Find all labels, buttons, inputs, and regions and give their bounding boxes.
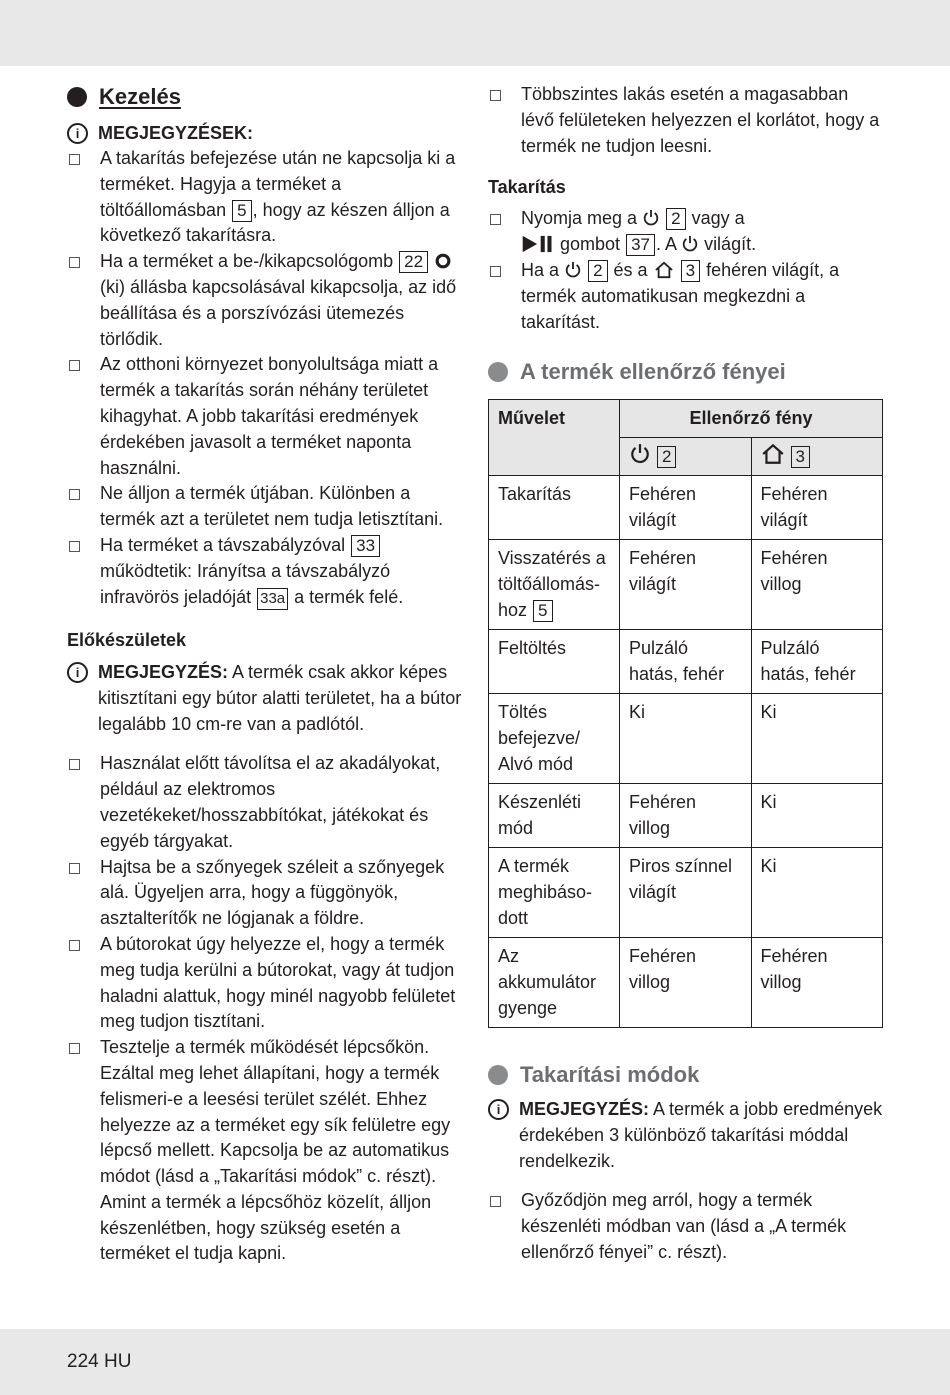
heading-elokeszuletek: Előkészületek <box>67 630 187 651</box>
ref-box: 33 <box>351 535 380 557</box>
info-icon: i <box>488 1099 509 1120</box>
list-item: Hajtsa be a szőnyegek széleit a szőnyegek alá. Ügyeljen arra, hogy a függönyök, asztalterítők ne lógjanak a földre. <box>67 855 462 932</box>
play-pause-icon <box>521 235 555 253</box>
list-item: Ha a terméket a be-/kikapcsológomb 22 (ki) állásba kapcsolásával kikapcsolja, az idő beállítása és a porszívózási ütemezés törlődik. <box>67 249 462 352</box>
page-number: 224 HU <box>67 1351 132 1372</box>
heading-takaritasi-modok: Takarítási módok <box>488 1062 883 1088</box>
bullet-dot-icon <box>488 362 508 382</box>
table-subheader-home <box>751 438 883 476</box>
table-subheader-power <box>620 438 752 476</box>
table-row: Töltés befejezve/ Alvó mód Ki Ki <box>489 694 883 784</box>
note-block <box>67 120 462 146</box>
heading-kezeles: Kezelés <box>67 84 462 110</box>
list-item: A takarítás befejezése után ne kapcsolja ki a terméket. Hagyja a terméket a töltőállomásban 5 , hogy az készen álljon a következő takarításra. <box>67 146 462 249</box>
note-label: MEGJEGYZÉS: <box>98 662 229 683</box>
info-icon: i <box>67 123 88 144</box>
list-item: Használat előtt távolítsa el az akadályokat, például az elektromos vezetékeket/hosszabbítókat, játékokat és egyéb tárgyakat. <box>67 751 462 854</box>
left-column <box>67 82 462 1267</box>
info-icon: i <box>67 662 88 683</box>
bullet-dot-icon <box>488 1065 508 1085</box>
off-circle-icon <box>434 252 452 270</box>
note-label: MEGJEGYZÉS: <box>519 1099 650 1120</box>
list-item: Ha terméket a távszabályzóval 33 működtetik: Irányítsa a távszabályzó infravörös jeladóját 33a a termék felé. <box>67 533 462 610</box>
table-row: A termék meghibáso-dott Piros színnel világít Ki <box>489 848 883 938</box>
ref-box: 2 <box>657 446 676 468</box>
right-column <box>488 82 883 1266</box>
power-icon <box>564 261 582 279</box>
ref-box: 5 <box>232 200 251 222</box>
list-item: Nyomja meg a 2 vagy a gombot 37 . A világít. <box>488 206 883 258</box>
prep-list <box>67 751 462 1267</box>
ref-box: 37 <box>626 234 655 256</box>
list-item: Ha a 2 és a 3 fehéren világít, a termék automatikusan megkezdni a takarítást. <box>488 258 883 335</box>
power-icon <box>681 235 699 253</box>
power-icon <box>629 443 651 465</box>
heading-ellenorzo-fenyei: A termék ellenőrző fényei <box>488 359 883 385</box>
list-item: Többszintes lakás esetén a magasabban lévő felületeken helyezzen el korlátot, hogy a termék ne tudjon leesni. <box>488 82 883 159</box>
table-row: Takarítás Fehéren világít Fehéren világít <box>489 476 883 540</box>
list-item: Tesztelje a termék működését lépcsőkön. Ezáltal meg lehet állapítani, hogy a termék felismeri-e a leesési terület szélét. Ehhez helyezze az a terméket egy sík felületre egy lépcső mellett. Kapcsolja be az automatikus módot (lásd a „Takarítási módok” c. részt). Amint a termék a lépcsőhöz közelít, álljon készenlétben, hogy szükség esetén a terméket el tudja kapni. <box>67 1035 462 1267</box>
ref-box: 2 <box>588 260 607 282</box>
ref-box: 33a <box>257 588 288 610</box>
note-label: MEGJEGYZÉSEK: <box>98 123 254 143</box>
ref-box: 3 <box>681 260 700 282</box>
table-row: Visszatérés a töltőállomás-hoz 5 Fehéren világít Fehéren villog <box>489 540 883 630</box>
cleaning-list <box>488 206 883 335</box>
ref-box: 5 <box>533 600 552 622</box>
home-icon <box>653 261 675 279</box>
list-item: Győződjön meg arról, hogy a termék készenléti módban van (lásd a „A termék ellenőrző fényei” c. részt). <box>488 1188 883 1265</box>
list-item: Az otthoni környezet bonyolultsága miatt a termék a takarítás során néhány területet kihagyhat. A jobb takarítási eredmények érdekében javasolt a terméket naponta használni. <box>67 352 462 481</box>
ref-box: 3 <box>791 446 810 468</box>
header-band <box>0 0 950 66</box>
note-block: i MEGJEGYZÉS: A termék a jobb eredmények érdekében 3 különböző takarítási móddal rendelkezik. <box>488 1096 883 1174</box>
table-header-muvelet: Művelet <box>489 400 620 476</box>
modes-list <box>488 1188 883 1265</box>
ref-box: 22 <box>399 251 428 273</box>
ref-box: 2 <box>666 208 685 230</box>
list-item: Ne álljon a termék útjában. Különben a termék azt a területet nem tudja letisztítani. <box>67 481 462 533</box>
table-row: Készenléti mód Fehéren villog Ki <box>489 784 883 848</box>
table-row: Feltöltés Pulzáló hatás, fehér Pulzáló hatás, fehér <box>489 630 883 694</box>
table-row: Az akkumulátor gyenge Fehéren villog Fehéren villog <box>489 938 883 1028</box>
heading-takaritas: Takarítás <box>488 177 566 198</box>
footer-band <box>0 1329 950 1395</box>
top-list <box>488 82 883 159</box>
power-icon <box>642 209 660 227</box>
note-block: i MEGJEGYZÉS: A termék csak akkor képes kitisztítani egy bútor alatti területet, ha a bútor legalább 10 cm-re van a padlótól. <box>67 659 462 737</box>
bullet-dot-icon <box>67 87 87 107</box>
table-header-ellenorzo: Ellenőrző fény <box>620 400 883 438</box>
home-icon <box>761 443 785 465</box>
list-item: A bútorokat úgy helyezze el, hogy a termék meg tudja kerülni a bútorokat, vagy át tudjon haladni alattuk, hogy minél nagyobb felületet meg tudjon tisztítani. <box>67 932 462 1035</box>
notes-list <box>67 146 462 610</box>
indicator-lights-table <box>488 399 883 1028</box>
